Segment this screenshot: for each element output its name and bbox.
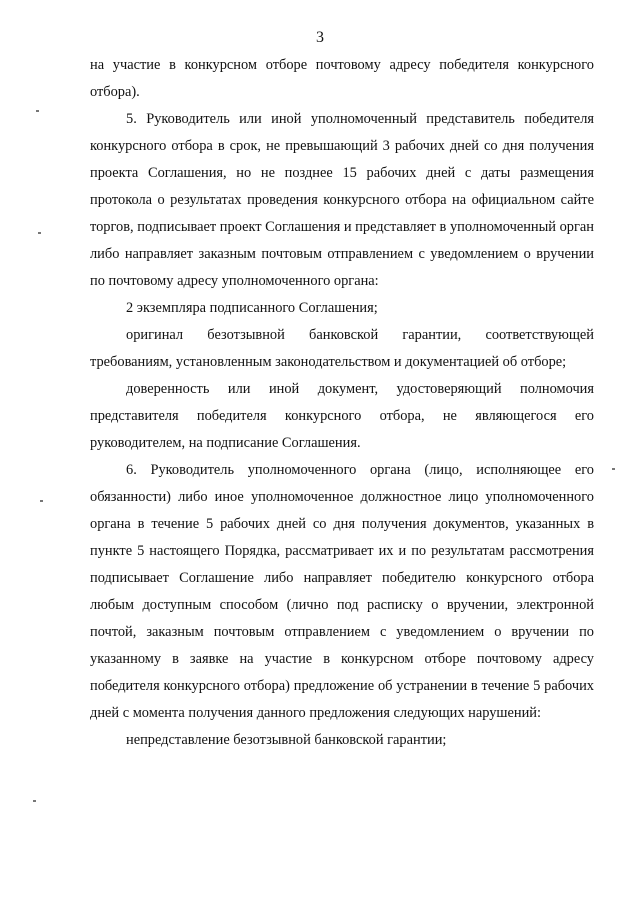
scan-speck [40, 500, 43, 502]
document-body [90, 52, 594, 754]
paragraph-continuation: на участие в конкурсном отборе почтовому адресу победителя конкурсного отбора). [90, 57, 594, 100]
paragraph-item-6: 6. Руководитель уполномоченного органа (лицо, исполняющее его обязанности) либо иное уполномоченное должностное лицо уполномоченного органа в течение 5 рабочих дней со дня получения документов, указанных в пункте 5 настоящего Порядка, рассматривает их и по результатам рассмотрения подписывает Соглашение либо направляет победителю конкурсного отбора любым доступным способом (лично под расписку о вручении, электронной почтой, заказным почтовым отправлением с уведомлением о вручении по указанному в заявке на участие в конкурсном отборе почтовому адресу победителя конкурсного отбора) предложение об устранении в течение 5 рабочих дней с момента получения данного предложения следующих нарушений: [90, 462, 594, 721]
scan-speck [33, 800, 36, 802]
paragraph-item-5: 5. Руководитель или иной уполномоченный представитель победителя конкурсного отбора в срок, не превышающий 3 рабочих дней со дня получения проекта Соглашения, но не позднее 15 рабочих дней с даты размещения протокола о результатах проведения конкурсного отбора на официальном сайте торгов, подписывает проект Соглашения и представляет в уполномоченный орган либо направляет заказным почтовым отправлением с уведомлением о вручении по почтовому адресу уполномоченного органа: [90, 111, 594, 289]
paragraph-power-of-attorney: доверенность или иной документ, удостоверяющий полномочия представителя победителя конкурсного отбора, не являющегося его руководителем, на подписание Соглашения. [90, 381, 594, 451]
paragraph-agreement-copies: 2 экземпляра подписанного Соглашения; [126, 300, 378, 316]
paragraph-violation: непредставление безотзывной банковской гарантии; [126, 732, 447, 748]
scan-speck [38, 232, 41, 234]
page-number: 3 [316, 29, 324, 46]
scan-speck [36, 110, 39, 112]
paragraph-bank-guarantee: оригинал безотзывной банковской гарантии, соответствующей требованиям, установленным законодательством и документацией об отборе; [90, 327, 594, 370]
scan-speck [612, 468, 615, 470]
